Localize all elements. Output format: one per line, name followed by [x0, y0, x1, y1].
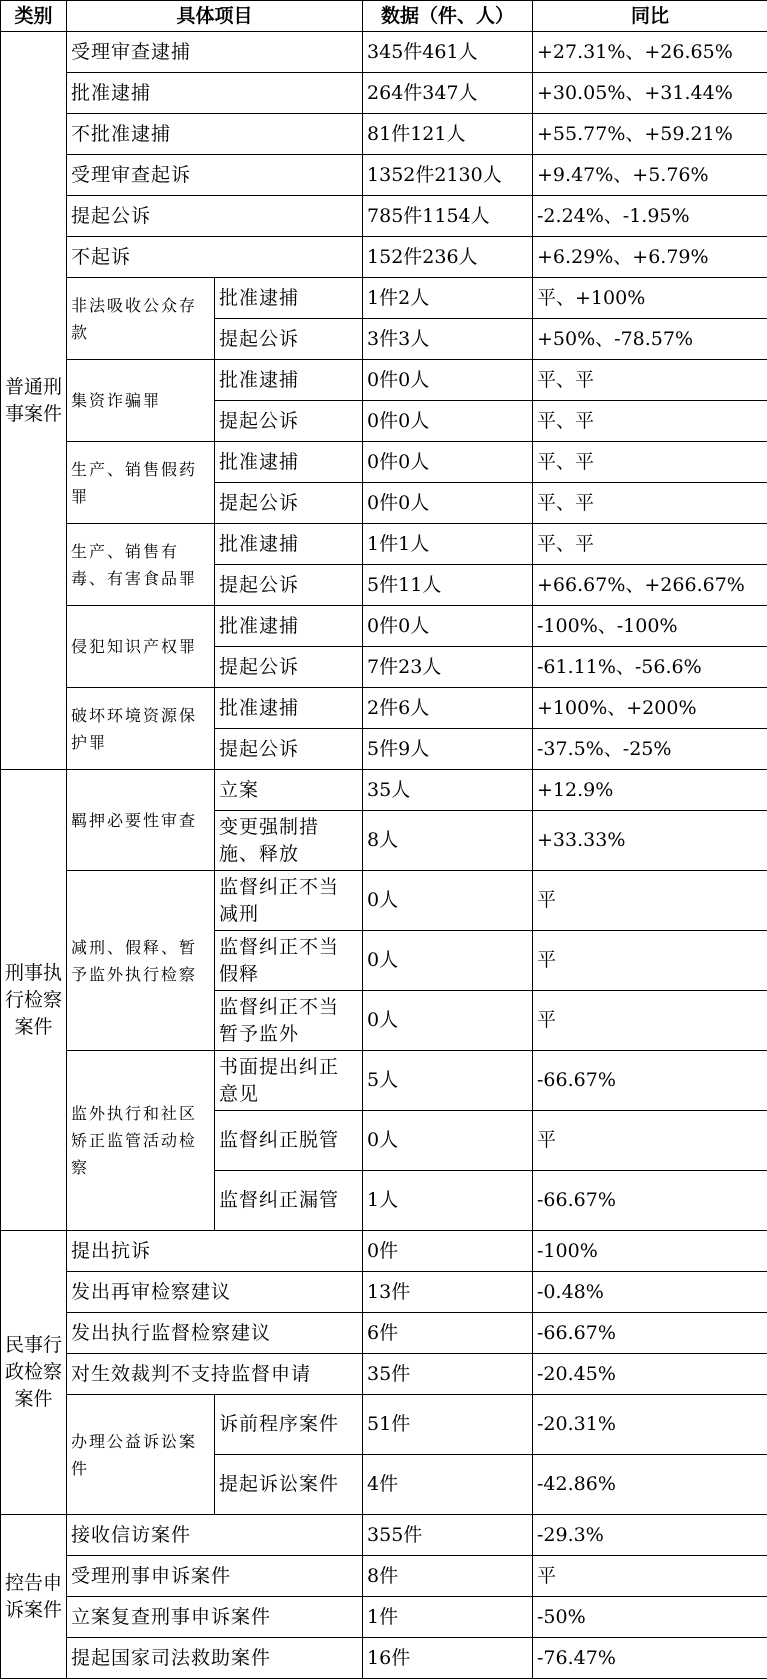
yoy-cell: +50%、-78.57%	[533, 319, 767, 360]
yoy-cell: 平	[533, 931, 767, 991]
yoy-cell: 平、平	[533, 442, 767, 483]
item-cell: 立案	[215, 770, 363, 811]
header-data: 数据（件、人）	[363, 1, 533, 32]
yoy-cell: -0.48%	[533, 1272, 767, 1313]
category-execution: 刑事执行检察案件	[1, 770, 67, 1231]
item-cell: 受理刑事申诉案件	[67, 1556, 363, 1597]
table-row	[1, 1597, 767, 1638]
item-cell: 不批准逮捕	[67, 114, 363, 155]
table-row	[1, 32, 767, 73]
table-row	[1, 1231, 767, 1272]
data-cell: 0件0人	[363, 442, 533, 483]
data-cell: 264件347人	[363, 73, 533, 114]
yoy-cell: +66.67%、+266.67%	[533, 565, 767, 606]
group-label: 生产、销售假药罪	[67, 442, 215, 524]
data-cell: 0件0人	[363, 360, 533, 401]
yoy-cell: -2.24%、-1.95%	[533, 196, 767, 237]
item-cell: 提起国家司法救助案件	[67, 1638, 363, 1679]
yoy-cell: 平	[533, 1111, 767, 1171]
data-cell: 3件3人	[363, 319, 533, 360]
data-cell: 0件0人	[363, 606, 533, 647]
yoy-cell: 平、平	[533, 483, 767, 524]
item-cell: 批准逮捕	[215, 688, 363, 729]
category-criminal: 普通刑事案件	[1, 32, 67, 770]
item-cell: 批准逮捕	[215, 360, 363, 401]
table-row	[1, 1556, 767, 1597]
data-cell: 1件2人	[363, 278, 533, 319]
yoy-cell: -29.3%	[533, 1515, 767, 1556]
data-cell: 355件	[363, 1515, 533, 1556]
group-label: 非法吸收公众存款	[67, 278, 215, 360]
data-cell: 35件	[363, 1354, 533, 1395]
item-cell: 提起公诉	[215, 483, 363, 524]
data-cell: 345件461人	[363, 32, 533, 73]
data-cell: 0人	[363, 1111, 533, 1171]
table-row	[1, 442, 767, 483]
table-row	[1, 1515, 767, 1556]
data-cell: 1件	[363, 1597, 533, 1638]
yoy-cell: -42.86%	[533, 1455, 767, 1515]
table-row	[1, 1395, 767, 1455]
item-cell: 批准逮捕	[67, 73, 363, 114]
yoy-cell: +27.31%、+26.65%	[533, 32, 767, 73]
data-cell: 6件	[363, 1313, 533, 1354]
item-cell: 提起公诉	[215, 319, 363, 360]
data-cell: 0人	[363, 871, 533, 931]
group-label: 侵犯知识产权罪	[67, 606, 215, 688]
data-cell: 152件236人	[363, 237, 533, 278]
item-cell: 发出执行监督检察建议	[67, 1313, 363, 1354]
data-cell: 785件1154人	[363, 196, 533, 237]
item-cell: 提出抗诉	[67, 1231, 363, 1272]
table-row	[1, 237, 767, 278]
data-cell: 4件	[363, 1455, 533, 1515]
yoy-cell: +30.05%、+31.44%	[533, 73, 767, 114]
group-label: 生产、销售有毒、有害食品罪	[67, 524, 215, 606]
group-label: 减刑、假释、暂予监外执行检察	[67, 871, 215, 1051]
yoy-cell: 平、平	[533, 524, 767, 565]
data-cell: 0人	[363, 991, 533, 1051]
data-cell: 51件	[363, 1395, 533, 1455]
yoy-cell: 平、平	[533, 360, 767, 401]
item-cell: 接收信访案件	[67, 1515, 363, 1556]
data-cell: 81件121人	[363, 114, 533, 155]
item-cell: 批准逮捕	[215, 524, 363, 565]
data-cell: 8人	[363, 811, 533, 871]
header-row	[1, 1, 767, 32]
data-cell: 5件11人	[363, 565, 533, 606]
data-cell: 2件6人	[363, 688, 533, 729]
category-civil: 民事行政检察案件	[1, 1231, 67, 1515]
table-row	[1, 1638, 767, 1679]
item-cell: 不起诉	[67, 237, 363, 278]
group-label: 办理公益诉讼案件	[67, 1395, 215, 1515]
group-label: 监外执行和社区矫正监管活动检察	[67, 1051, 215, 1231]
item-cell: 提起公诉	[215, 565, 363, 606]
yoy-cell: -100%	[533, 1231, 767, 1272]
yoy-cell: +12.9%	[533, 770, 767, 811]
item-cell: 提起公诉	[215, 647, 363, 688]
yoy-cell: -66.67%	[533, 1171, 767, 1231]
yoy-cell: -50%	[533, 1597, 767, 1638]
table-row	[1, 524, 767, 565]
item-cell: 监督纠正漏管	[215, 1171, 363, 1231]
table-row	[1, 196, 767, 237]
yoy-cell: -20.45%	[533, 1354, 767, 1395]
table-row	[1, 770, 767, 811]
table-row	[1, 1313, 767, 1354]
table-row	[1, 606, 767, 647]
item-cell: 受理审查逮捕	[67, 32, 363, 73]
item-cell: 提起公诉	[215, 729, 363, 770]
item-cell: 提起公诉	[67, 196, 363, 237]
group-label: 破坏环境资源保护罪	[67, 688, 215, 770]
item-cell: 受理审查起诉	[67, 155, 363, 196]
yoy-cell: 平、平	[533, 401, 767, 442]
table-row	[1, 155, 767, 196]
yoy-cell: 平、+100%	[533, 278, 767, 319]
header-item: 具体项目	[67, 1, 363, 32]
yoy-cell: -76.47%	[533, 1638, 767, 1679]
yoy-cell: -66.67%	[533, 1051, 767, 1111]
item-cell: 提起诉讼案件	[215, 1455, 363, 1515]
yoy-cell: 平	[533, 871, 767, 931]
table-row	[1, 114, 767, 155]
header-yoy: 同比	[533, 1, 767, 32]
item-cell: 批准逮捕	[215, 278, 363, 319]
item-cell: 批准逮捕	[215, 606, 363, 647]
data-cell: 0件	[363, 1231, 533, 1272]
item-cell: 提起公诉	[215, 401, 363, 442]
data-cell: 35人	[363, 770, 533, 811]
yoy-cell: +6.29%、+6.79%	[533, 237, 767, 278]
item-cell: 立案复查刑事申诉案件	[67, 1597, 363, 1638]
data-cell: 8件	[363, 1556, 533, 1597]
item-cell: 监督纠正不当假释	[215, 931, 363, 991]
data-cell: 16件	[363, 1638, 533, 1679]
yoy-cell: -61.11%、-56.6%	[533, 647, 767, 688]
item-cell: 监督纠正不当暂予监外	[215, 991, 363, 1051]
table-row	[1, 871, 767, 931]
yoy-cell: +100%、+200%	[533, 688, 767, 729]
table-row	[1, 360, 767, 401]
item-cell: 变更强制措施、释放	[215, 811, 363, 871]
data-cell: 13件	[363, 1272, 533, 1313]
table-row	[1, 278, 767, 319]
data-cell: 0人	[363, 931, 533, 991]
yoy-cell: -66.67%	[533, 1313, 767, 1354]
table-row	[1, 1354, 767, 1395]
category-complaint: 控告申诉案件	[1, 1515, 67, 1679]
data-cell: 0件0人	[363, 483, 533, 524]
item-cell: 监督纠正脱管	[215, 1111, 363, 1171]
table-row	[1, 1051, 767, 1111]
data-cell: 0件0人	[363, 401, 533, 442]
yoy-cell: 平	[533, 991, 767, 1051]
data-cell: 1人	[363, 1171, 533, 1231]
yoy-cell: +9.47%、+5.76%	[533, 155, 767, 196]
yoy-cell: -100%、-100%	[533, 606, 767, 647]
yoy-cell: +33.33%	[533, 811, 767, 871]
item-cell: 诉前程序案件	[215, 1395, 363, 1455]
item-cell: 对生效裁判不支持监督申请	[67, 1354, 363, 1395]
yoy-cell: 平	[533, 1556, 767, 1597]
yoy-cell: +55.77%、+59.21%	[533, 114, 767, 155]
data-cell: 1352件2130人	[363, 155, 533, 196]
yoy-cell: -20.31%	[533, 1395, 767, 1455]
item-cell: 书面提出纠正意见	[215, 1051, 363, 1111]
item-cell: 监督纠正不当减刑	[215, 871, 363, 931]
item-cell: 发出再审检察建议	[67, 1272, 363, 1313]
table-row	[1, 73, 767, 114]
item-cell: 批准逮捕	[215, 442, 363, 483]
table-row	[1, 688, 767, 729]
data-cell: 5人	[363, 1051, 533, 1111]
group-label: 羁押必要性审查	[67, 770, 215, 871]
data-cell: 5件9人	[363, 729, 533, 770]
header-category: 类别	[1, 1, 67, 32]
group-label: 集资诈骗罪	[67, 360, 215, 442]
yoy-cell: -37.5%、-25%	[533, 729, 767, 770]
data-cell: 1件1人	[363, 524, 533, 565]
table-row	[1, 1272, 767, 1313]
data-cell: 7件23人	[363, 647, 533, 688]
